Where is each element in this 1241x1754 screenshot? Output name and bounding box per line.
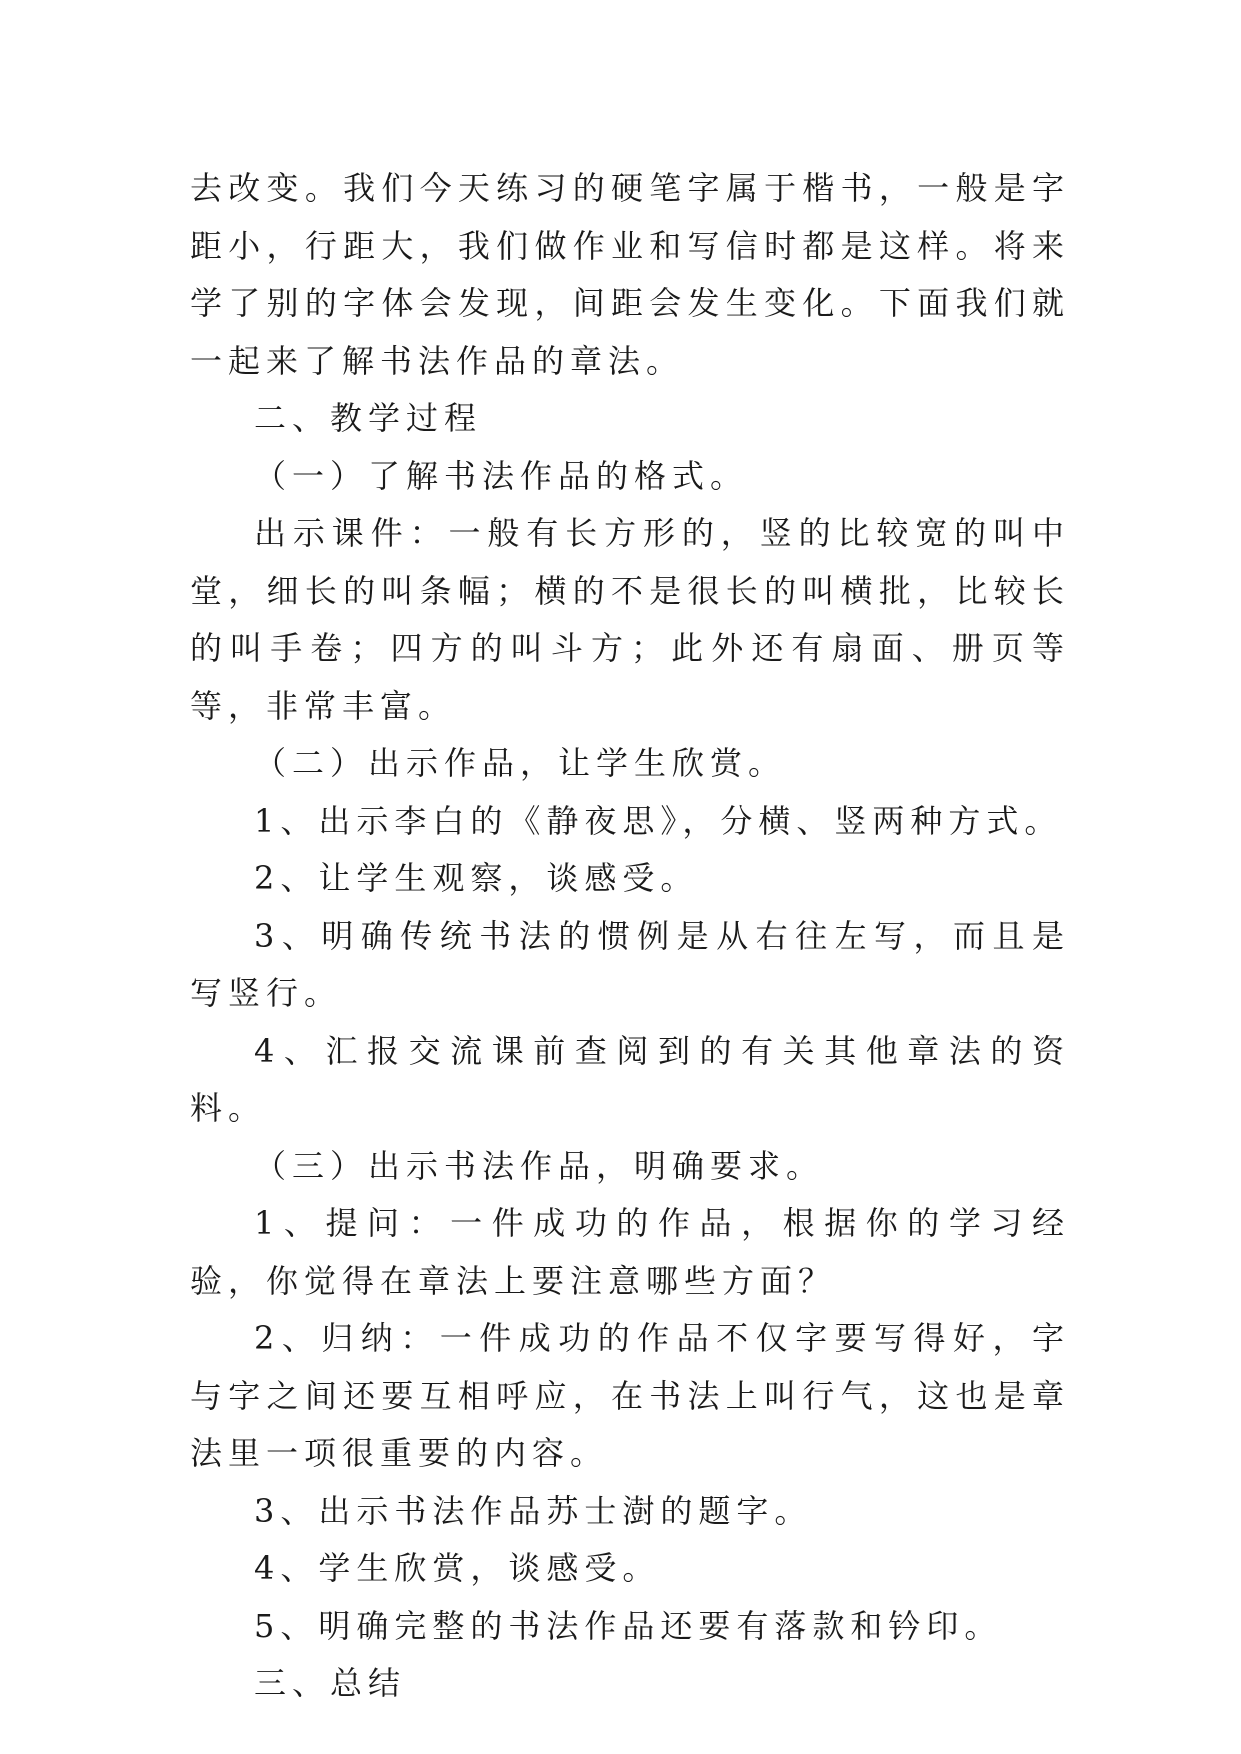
list-item: 5、明确完整的书法作品还要有落款和钤印。 [254, 1606, 1003, 1645]
section-heading-teaching-process: 二、教学过程 [254, 399, 483, 437]
paragraph-courseware: 出示课件：一般有长方形的，竖的比较宽的叫中堂，细长的叫条幅；横的不是很长的叫横批，比较长的叫手卷；四方的叫斗方；此外还有扇面、册页等等，非常丰富。 [190, 514, 1070, 725]
document-body [190, 160, 1070, 1713]
list-item: 4、学生欣赏，谈感受。 [254, 1549, 661, 1587]
list-item: 1、出示李白的《静夜思》，分横、竖两种方式。 [254, 801, 1063, 840]
section-heading-summary: 三、总结 [254, 1664, 407, 1702]
subheading-show-works: （二）出示作品，让学生欣赏。 [254, 744, 787, 782]
list-item: 4、汇报交流课前查阅到的有关其他章法的资料。 [190, 1031, 1070, 1127]
list-item: 1、提问：一件成功的作品，根据你的学习经验，你觉得在章法上要注意哪些方面？ [190, 1204, 1070, 1300]
paragraph-intro-continuation: 去改变。我们今天练习的硬笔字属于楷书，一般是字距小，行距大，我们做作业和写信时都是这样。将来学了别的字体会发现，间距会发生变化。下面我们就一起来了解书法作品的章法。 [190, 169, 1070, 380]
subheading-requirements: （三）出示书法作品，明确要求。 [254, 1146, 825, 1185]
list-item: 2、归纳：一件成功的作品不仅字要写得好，字与字之间还要互相呼应，在书法上叫行气，这也是章法里一项很重要的内容。 [190, 1319, 1070, 1472]
subheading-format: （一）了解书法作品的格式。 [254, 456, 749, 495]
list-item: 3、出示书法作品苏士澍的题字。 [254, 1491, 813, 1530]
list-item: 3、明确传统书法的惯例是从右往左写，而且是写竖行。 [190, 916, 1070, 1012]
list-item: 2、让学生观察，谈感受。 [254, 859, 699, 897]
